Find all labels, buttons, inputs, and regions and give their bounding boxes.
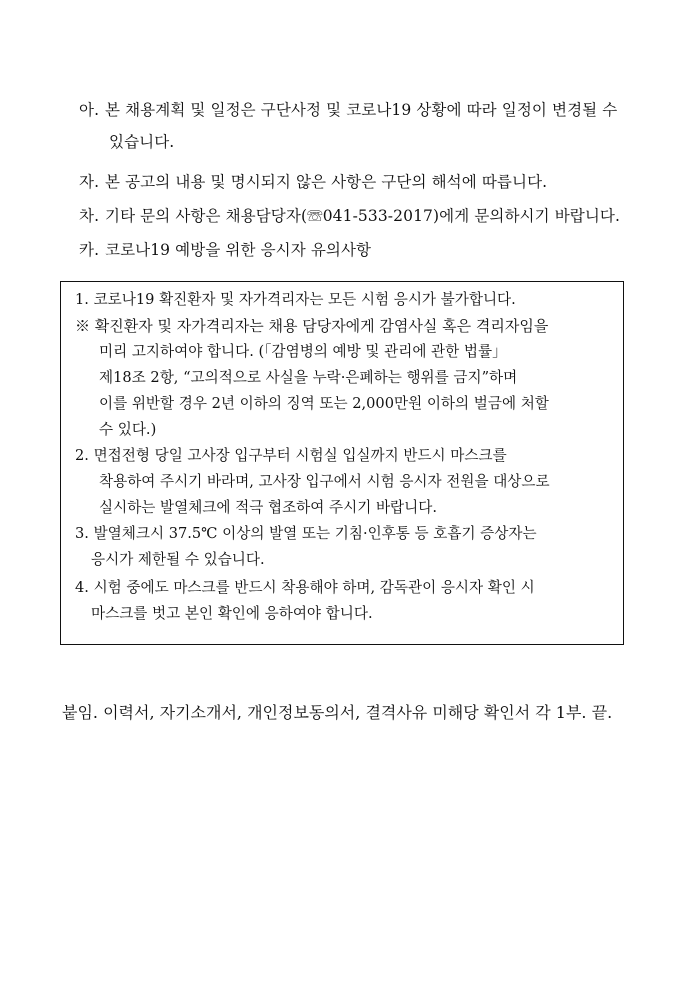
notice-item-c: [79, 200, 644, 232]
item-label: 자.: [79, 173, 100, 191]
covid-precaution-box: [60, 281, 624, 645]
precaution-1: 1. 코로나19 확진환자 및 자가격리자는 모든 시험 응시가 불가합니다.: [75, 291, 516, 308]
precaution-note-cont: 미리 고지하여야 합니다. (「감염병의 예방 및 관리에 관한 법률」: [99, 343, 507, 360]
item-text: 코로나19 예방을 위한 응시자 유의사항: [105, 241, 372, 259]
item-text: 본 공고의 내용 및 명시되지 않은 사항은 구단의 해석에 따릅니다.: [105, 173, 548, 191]
notice-item-d: [79, 234, 644, 266]
precaution-3-cont: 응시가 제한될 수 있습니다.: [91, 551, 265, 568]
precaution-note: ※ 확진환자 및 자가격리자는 채용 담당자에게 감염사실 혹은 격리자임을: [75, 317, 549, 335]
precaution-2: 2. 면접전형 당일 고사장 입구부터 시험실 입실까지 반드시 마스크를: [75, 447, 507, 464]
precaution-3: 3. 발열체크시 37.5℃ 이상의 발열 또는 기침·인후통 등 호흡기 증상자는: [75, 525, 537, 542]
precaution-4: 4. 시험 중에도 마스크를 반드시 착용해야 하며, 감독관이 응시자 확인 시: [75, 579, 535, 596]
notice-item-b: [79, 166, 644, 198]
item-text: 기타 문의 사항은 채용담당자(☏041-533-2017)에게 문의하시기 바랍니다.: [105, 207, 621, 225]
notice-item-a: [79, 94, 644, 158]
precaution-note-cont: 수 있다.): [99, 421, 157, 438]
attachment-line: 붙임. 이력서, 자기소개서, 개인정보동의서, 결격사유 미해당 확인서 각 1부. 끝.: [62, 703, 613, 722]
item-label: 차.: [79, 207, 100, 225]
item-label: 카.: [79, 241, 100, 259]
item-text-continued: 있습니다.: [109, 133, 175, 151]
precaution-2-cont: 실시하는 발열체크에 적극 협조하여 주시기 바랍니다.: [99, 499, 437, 516]
precaution-2-cont: 착용하여 주시기 바라며, 고사장 입구에서 시험 응시자 전원을 대상으로: [99, 473, 550, 490]
precaution-4-cont: 마스크를 벗고 본인 확인에 응하여야 합니다.: [91, 605, 373, 622]
precaution-note-cont: 제18조 2항, “고의적으로 사실을 누락·은폐하는 행위를 금지”하며: [99, 369, 518, 386]
precaution-note-cont: 이를 위반할 경우 2년 이하의 징역 또는 2,000만원 이하의 벌금에 처할: [99, 395, 549, 412]
item-label: 아.: [79, 101, 100, 119]
item-text: 본 채용계획 및 일정은 구단사정 및 코로나19 상황에 따라 일정이 변경될 수: [105, 101, 618, 119]
